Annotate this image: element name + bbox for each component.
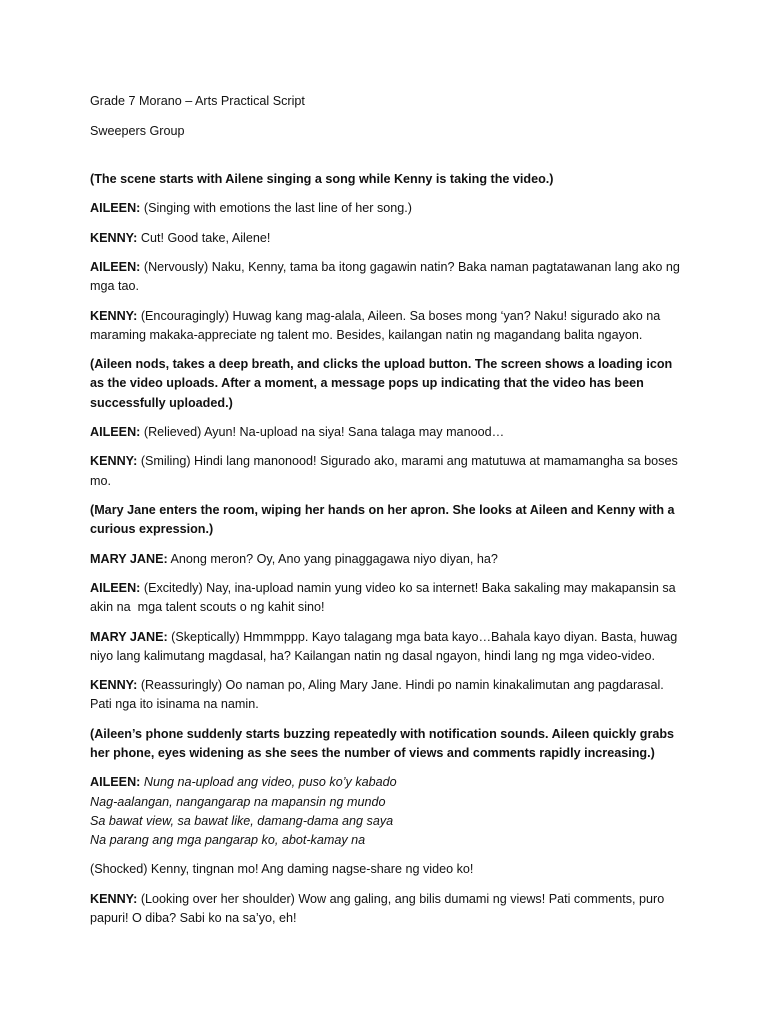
dialogue-text: (Skeptically) Hmmmppp. Kayo talagang mga bata kayo…Bahala kayo diyan. Basta, huwag niyo lang kalimutang magdasal, ha? Kailangan natin ng dasal ngayon, hindi lang ng mga video-video. [90,629,678,663]
dialogue-text: (Singing with emotions the last line of her song.) [140,201,412,216]
verse-line: Nag-aalangan, nangangarap na mapansin ng mundo [90,794,386,809]
dialogue-text: (Smiling) Hindi lang manonood! Sigurado ako, marami ang matutuwa at mamamangha sa boses mo. [90,454,678,488]
dialogue-text: (Relieved) Ayun! Na-upload na siya! Sana talaga may manood… [140,424,505,439]
dialogue-text: (Excitedly) Nay, ina-upload namin yung video ko sa internet! Baka sakaling may makapansin sa akin na mga talent scouts o ng kahit sino! [90,580,680,615]
dialogue-line [90,550,680,569]
speaker-name: AILEEN: [90,201,141,216]
dialogue-line [90,258,680,296]
dialogue-line: (Shocked) Kenny, tingnan mo! Ang daming nagse-share ng video ko! [90,862,474,877]
speaker-name: KENNY: [90,454,138,469]
dialogue-text: (Reassuringly) Oo naman po, Aling Mary Jane. Hindi po namin kinakalimutan ang pagdarasal. Pati nga ito isinama na namin. [90,678,664,712]
stage-direction: (Aileen nods, takes a deep breath, and clicks the upload button. The screen shows a loading icon as the video uploads. After a moment, a message pops up indicating that the video has been successfully uploaded.) [90,357,673,410]
dialogue-line [90,199,680,218]
group-name: Sweepers Group [90,123,185,138]
speaker-name: MARY JANE: [90,629,168,644]
verse-text: Nung na-upload ang video, puso ko’y kabado [140,775,397,790]
dialogue-text: Cut! Good take, Ailene! [137,230,271,245]
dialogue-line [90,423,680,442]
stage-direction: (Mary Jane enters the room, wiping her hands on her apron. She looks at Aileen and Kenny with a curious expression.) [90,502,675,537]
speaker-name: AILEEN: [90,424,141,439]
stage-direction: (The scene starts with Ailene singing a song while Kenny is taking the video.) [90,171,554,186]
dialogue-text: (Nervously) Naku, Kenny, tama ba itong gagawin natin? Baka naman pagtatawanan lang ako ng mga tao. [90,259,680,294]
dialogue-text: (Encouragingly) Huwag kang mag-alala, Aileen. Sa boses mong ‘yan? Naku! sigurado ako na maraming makaka-appreciate ng talent mo. Besides, kailangan natin ng magandang balita ngayon. [90,308,661,342]
stage-direction: (Aileen’s phone suddenly starts buzzing repeatedly with notification sounds. Aileen quickly grabs her phone, eyes widening as she sees the number of views and comments rapidly increasing.) [90,726,675,760]
song-verse [90,773,680,850]
verse-line [90,773,680,792]
verse-line: Na parang ang mga pangarap ko, abot-kamay na [90,832,366,847]
speaker-name: MARY JANE: [90,551,168,566]
speaker-name: KENNY: [90,230,138,245]
speaker-name: KENNY: [90,678,138,693]
speaker-name: KENNY: [90,308,138,323]
document-header: Grade 7 Morano – Arts Practical Script [90,94,305,108]
speaker-name: AILEEN: [90,259,141,274]
dialogue-line [90,890,680,928]
dialogue-line [90,307,680,345]
speaker-name: AILEEN: [90,580,141,595]
speaker-name: AILEEN: [90,775,141,790]
script-page [90,92,680,938]
dialogue-line [90,579,680,617]
dialogue-line [90,452,680,490]
verse-line: Sa bawat view, sa bawat like, damang-dama ang saya [90,813,394,828]
speaker-name: KENNY: [90,891,138,906]
dialogue-text: (Looking over her shoulder) Wow ang galing, ang bilis dumami ng views! Pati comments, puro papuri! O diba? Sabi ko na sa’yo, eh! [90,891,665,925]
dialogue-line [90,676,680,714]
dialogue-text: Anong meron? Oy, Ano yang pinaggagawa niyo diyan, ha? [167,551,498,566]
dialogue-line [90,628,680,666]
dialogue-line [90,229,680,248]
